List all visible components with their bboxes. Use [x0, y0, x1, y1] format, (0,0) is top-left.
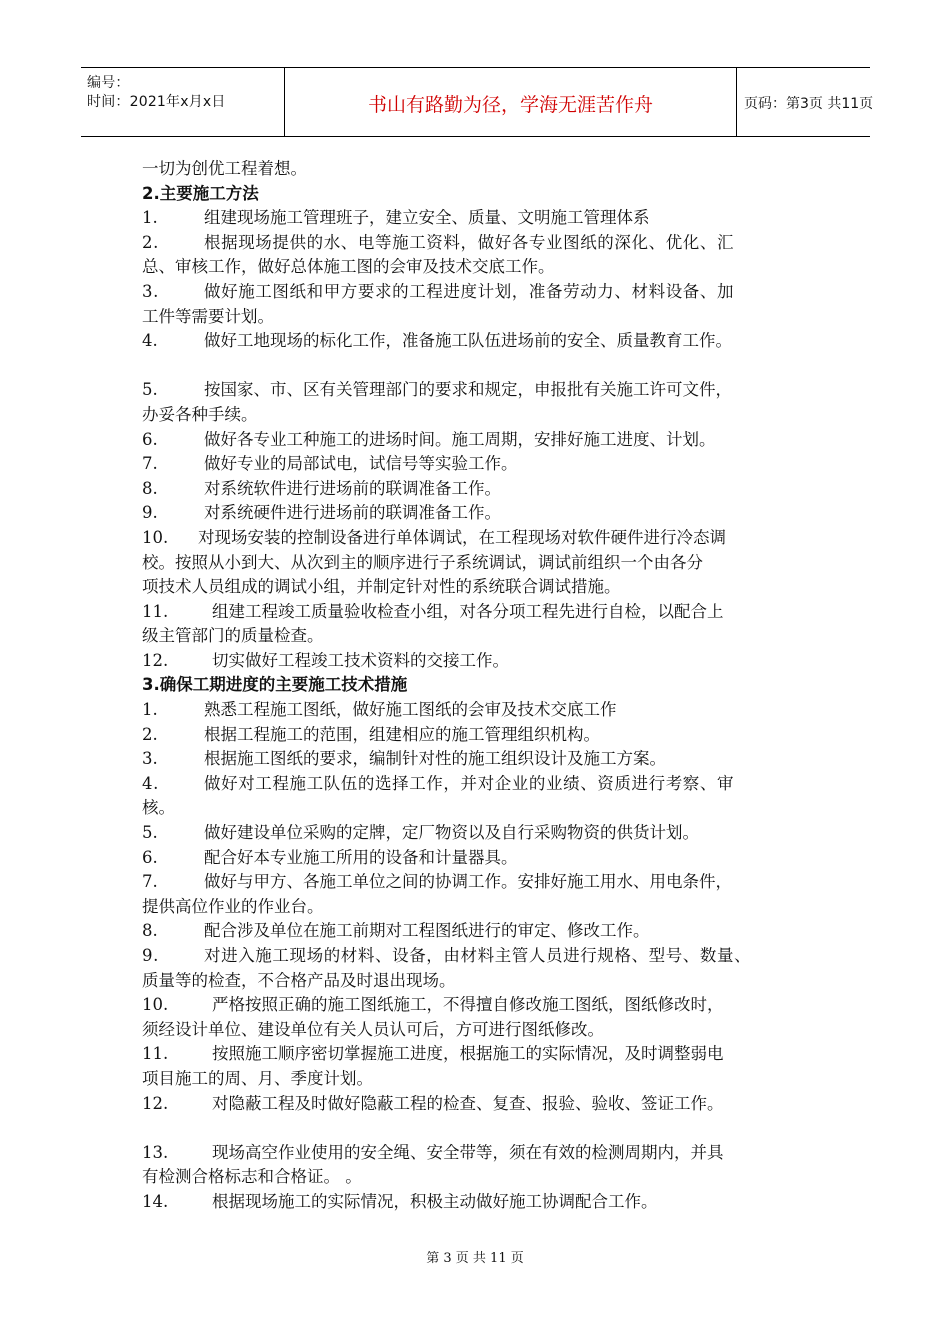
item-continuation: 核。 [142, 798, 175, 818]
list-item [142, 1092, 832, 1117]
list-item [142, 772, 832, 797]
list-item [142, 821, 832, 846]
list-item [142, 846, 832, 871]
item-text: 组建工程竣工质量验收检查小组，对各分项工程先进行自检，以配合上 [212, 601, 724, 621]
list-item [142, 723, 832, 748]
header-motto-cell [284, 68, 737, 136]
item-text: 切实做好工程竣工技术资料的交接工作。 [212, 650, 509, 670]
item-number: 13. [142, 1142, 169, 1162]
item-text: 对隐蔽工程及时做好隐蔽工程的检查、复查、报验、验收、签证工作。 [212, 1093, 724, 1113]
item-text: 配合涉及单位在施工前期对工程图纸进行的审定、修改工作。 [204, 921, 650, 941]
list-item [142, 280, 832, 305]
item-number: 8. [142, 478, 158, 498]
blank-line [142, 1116, 832, 1141]
serial-label: 编号： [87, 75, 130, 91]
header-page-cell [736, 68, 874, 136]
item-text: 做好与甲方、各施工单位之间的协调工作。安排好施工用水、用电条件， [204, 872, 732, 892]
item-text: 组建现场施工管理班子，建立安全、质量、文明施工管理体系 [204, 208, 650, 228]
item-text: 熟悉工程施工图纸，做好施工图纸的会审及技术交底工作 [204, 700, 617, 720]
item-text: 对系统软件进行进场前的联调准备工作。 [204, 478, 501, 498]
item-continuation: 有检测合格标志和合格证。 。 [142, 1167, 362, 1187]
list-item [142, 378, 832, 403]
item-number: 3. [142, 749, 158, 769]
item-number: 6. [142, 429, 158, 449]
item-text: 根据现场施工的实际情况，积极主动做好施工协调配合工作。 [212, 1191, 658, 1211]
item-number: 3. [142, 281, 159, 301]
item-number: 12. [142, 650, 169, 670]
list-item [142, 206, 832, 231]
motto: 书山有路勤为径，学海无涯苦作舟 [367, 94, 653, 116]
item-text: 现场高空作业使用的安全绳、安全带等，须在有效的检测周期内，并具 [212, 1142, 724, 1162]
item-number: 12. [142, 1093, 169, 1113]
item-number: 2. [142, 232, 159, 252]
item-text: 对现场安装的控制设备进行单体调试，在工程现场对软件硬件进行冷态调 [198, 527, 726, 547]
item-text: 做好各专业工种施工的进场时间。施工周期，安排好施工进度、计划。 [204, 429, 716, 449]
item-continuation: 质量等的检查，不合格产品及时退出现场。 [142, 970, 456, 990]
list-item [142, 452, 832, 477]
list-item [142, 649, 832, 674]
page-footer: 第 3 页 共 11 页 [426, 1251, 524, 1266]
date-label: 时间：2021年x月x日 [87, 94, 226, 110]
item-text: 根据施工图纸的要求，编制针对性的施工组织设计及施工方案。 [204, 749, 666, 769]
item-text: 对进入施工现场的材料、设备，由材料主管人员进行规格、型号、数量、 [204, 946, 752, 965]
list-item [142, 1141, 832, 1166]
list-item [142, 870, 832, 895]
item-number: 6. [142, 847, 158, 867]
item-number: 9. [142, 503, 158, 523]
item-number: 1. [142, 208, 158, 228]
header-meta-cell [81, 68, 284, 136]
item-number: 14. [142, 1191, 169, 1211]
item-number: 4. [142, 773, 159, 793]
item-text: 做好工地现场的标化工作，准备施工队伍进场前的安全、质量教育工作。 [204, 331, 732, 351]
item-text: 做好对工程施工队伍的选择工作，并对企业的业绩、资质进行考察、审 [204, 773, 735, 793]
item-number: 9. [142, 946, 159, 965]
section-3-heading: 3.确保工期进度的主要施工技术措施 [142, 675, 408, 695]
item-number: 8. [142, 921, 158, 941]
list-item [142, 428, 832, 453]
item-number: 7. [142, 454, 158, 474]
item-number: 7. [142, 872, 158, 892]
item-continuation: 办妥各种手续。 [142, 404, 258, 424]
list-item [142, 1190, 832, 1215]
item-continuation: 项技术人员组成的调试小组，并制定针对性的系统联合调试措施。 [142, 577, 621, 597]
item-text: 做好施工图纸和甲方要求的工程进度计划，准备劳动力、材料设备、加 [204, 281, 735, 301]
item-text: 按照施工顺序密切掌握施工进度，根据施工的实际情况，及时调整弱电 [212, 1044, 724, 1064]
item-number: 2. [142, 724, 158, 744]
item-continuation: 须经设计单位、建设单位有关人员认可后，方可进行图纸修改。 [142, 1019, 604, 1039]
item-text: 做好建设单位采购的定牌，定厂物资以及自行采购物资的供货计划。 [204, 823, 699, 843]
list-item [142, 231, 832, 256]
item-text: 根据工程施工的范围，组建相应的施工管理组织机构。 [204, 724, 600, 744]
document-header [81, 67, 874, 137]
list-item [142, 501, 832, 526]
item-number: 11. [142, 1044, 169, 1064]
item-number: 10. [142, 995, 169, 1015]
item-continuation: 工件等需要计划。 [142, 306, 274, 326]
item-text: 配合好本专业施工所用的设备和计量器具。 [204, 847, 518, 867]
section-2-heading: 2.主要施工方法 [142, 183, 259, 203]
item-number: 11. [142, 601, 169, 621]
list-item [142, 600, 832, 625]
item-text: 对系统硬件进行进场前的联调准备工作。 [204, 503, 501, 523]
list-item [142, 698, 832, 723]
item-number: 5. [142, 823, 158, 843]
page-info: 页码：第3页 共11页 [744, 96, 874, 112]
item-text: 根据现场提供的水、电等施工资料，做好各专业图纸的深化、优化、汇 [204, 232, 735, 252]
document-body [142, 157, 832, 1215]
item-number: 1. [142, 700, 158, 720]
item-continuation: 项目施工的周、月、季度计划。 [142, 1068, 373, 1088]
list-item [142, 329, 832, 354]
item-text: 做好专业的局部试电，试信号等实验工作。 [204, 454, 518, 474]
item-number: 4. [142, 331, 158, 351]
list-item [142, 1042, 832, 1067]
list-item [142, 477, 832, 502]
item-text: 严格按照正确的施工图纸施工，不得擅自修改施工图纸，图纸修改时， [212, 995, 724, 1015]
list-item [142, 919, 832, 944]
item-text: 按国家、市、区有关管理部门的要求和规定，申报批有关施工许可文件， [204, 380, 732, 400]
item-continuation: 级主管部门的质量检查。 [142, 626, 324, 646]
item-continuation: 总、审核工作，做好总体施工图的会审及技术交底工作。 [142, 257, 555, 277]
blank-line [142, 354, 832, 379]
list-item [142, 993, 832, 1018]
item-number: 10. [142, 527, 169, 547]
item-continuation: 提供高位作业的作业台。 [142, 896, 324, 916]
intro-line: 一切为创优工程着想。 [142, 159, 307, 178]
list-item [142, 526, 832, 551]
list-item [142, 747, 832, 772]
item-number: 5. [142, 380, 158, 400]
list-item [142, 944, 832, 969]
item-continuation: 校。按照从小到大、从次到主的顺序进行子系统调试，调试前组织一个由各分 [142, 552, 703, 572]
